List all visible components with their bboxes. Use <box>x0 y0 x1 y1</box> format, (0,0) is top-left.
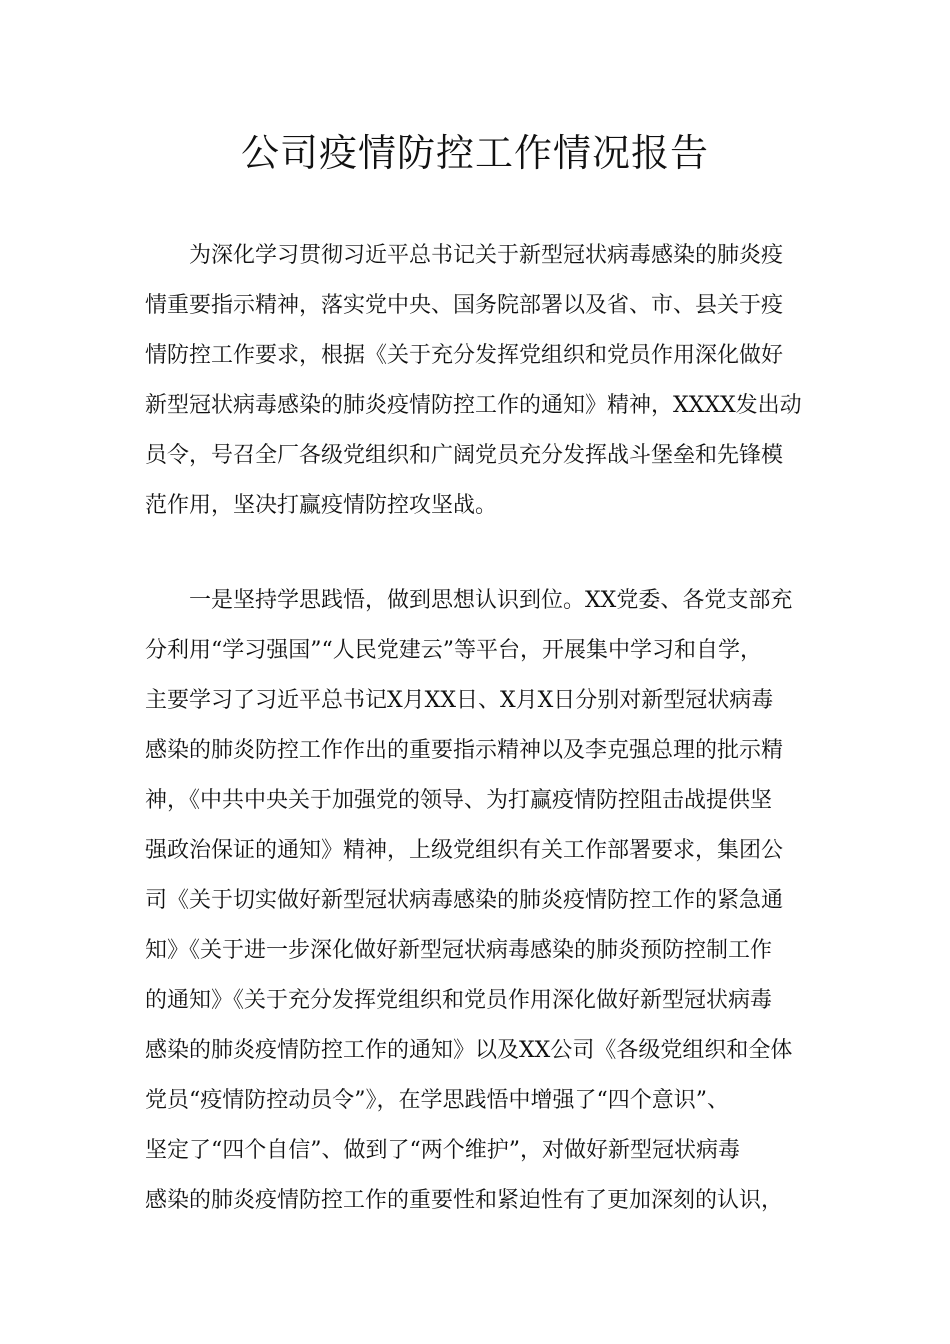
text-line: 感染的肺炎疫情防控工作的重要性和紧迫性有了更加深刻的认识， <box>145 1188 784 1213</box>
paragraph-section-one <box>145 576 825 1226</box>
text-line: 一是坚持学思践悟，做到思想认识到位。XX党委、各党支部充 <box>189 588 793 613</box>
text-line: 范作用，坚决打赢疫情防控攻坚战。 <box>145 493 498 518</box>
text-line: 司《关于切实做好新型冠状病毒感染的肺炎疫情防控工作的紧急通 <box>145 888 784 913</box>
paragraph-intro <box>145 231 825 531</box>
text-line: 情重要指示精神，落实党中央、国务院部署以及省、市、县关于疫 <box>145 293 784 318</box>
text-line: 知》《关于进一步深化做好新型冠状病毒感染的肺炎预防控制工作 <box>145 938 773 963</box>
text-line: 新型冠状病毒感染的肺炎疫情防控工作的通知》精神，XXXX发出动 <box>145 393 802 418</box>
text-line: 感染的肺炎疫情防控工作的通知》以及XX公司《各级党组织和全体 <box>145 1038 793 1063</box>
text-line: 分利用“学习强国”“人民党建云”等平台，开展集中学习和自学， <box>145 638 762 663</box>
text-line: 坚定了“四个自信”、做到了“两个维护”，对做好新型冠状病毒 <box>145 1138 740 1163</box>
text-line: 的通知》《关于充分发挥党组织和党员作用深化做好新型冠状病毒 <box>145 988 773 1013</box>
text-line: 为深化学习贯彻习近平总书记关于新型冠状病毒感染的肺炎疫 <box>189 243 784 268</box>
text-line: 强政治保证的通知》精神，上级党组织有关工作部署要求，集团公 <box>145 838 784 863</box>
text-line: 员令，号召全厂各级党组织和广阔党员充分发挥战斗堡垒和先锋模 <box>145 443 784 468</box>
text-line: 神，《中共中央关于加强党的领导、为打赢疫情防控阻击战提供坚 <box>145 788 773 813</box>
text-line: 感染的肺炎防控工作作出的重要指示精神以及李克强总理的批示精 <box>145 738 784 763</box>
text-line: 党员“疫情防控动员令”》，在学思践悟中增强了“四个意识”、 <box>145 1088 729 1113</box>
text-line: 情防控工作要求，根据《关于充分发挥党组织和党员作用深化做好 <box>145 343 784 368</box>
text-line: 主要学习了习近平总书记X月XX日、X月X日分别对新型冠状病毒 <box>145 688 774 713</box>
document-title: 公司疫情防控工作情况报告 <box>240 131 709 175</box>
